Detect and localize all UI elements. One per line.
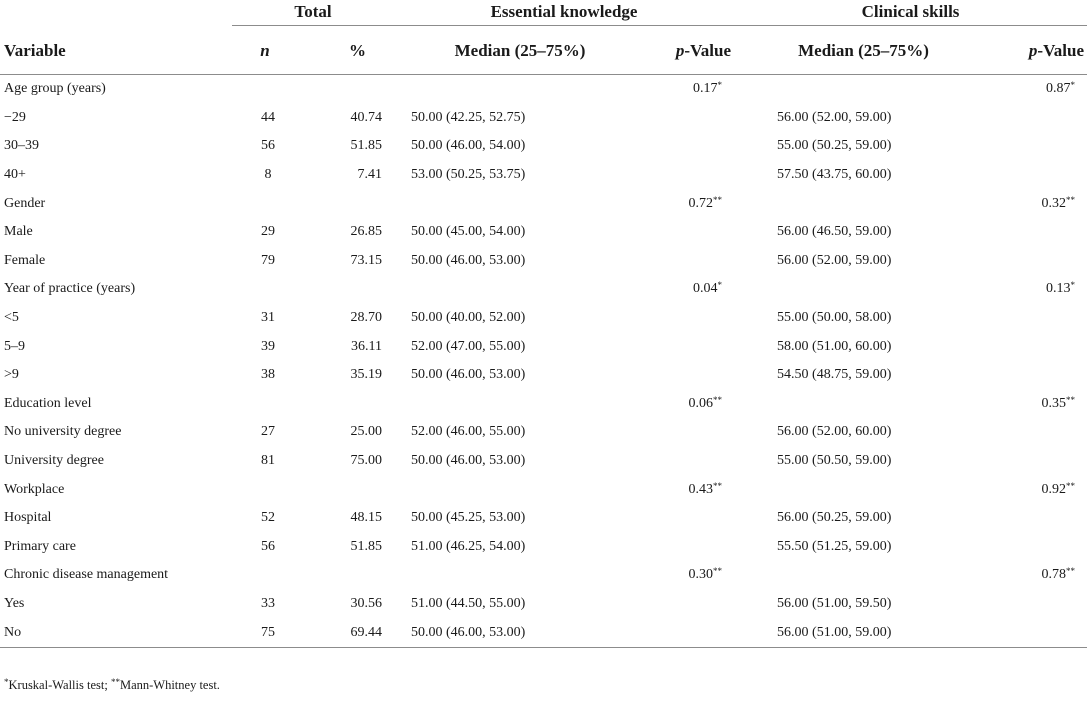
n-cell — [232, 247, 298, 276]
median-skills-cell-value: 54.50 (48.75, 59.00) — [777, 367, 892, 383]
pvalue-skills-cell — [993, 75, 1087, 104]
table-row — [0, 132, 1087, 161]
pct-cell-value: 40.74 — [350, 109, 383, 125]
pct-cell — [298, 247, 394, 276]
total-group-header — [232, 0, 394, 28]
pct-cell-value: 73.15 — [350, 252, 383, 268]
table-row — [0, 75, 1087, 104]
pct-column-header: % — [298, 28, 394, 75]
median-knowledge-cell — [394, 104, 646, 133]
pvalue-skills-cell-value: 0.13 — [1046, 281, 1071, 297]
pvalue-skills-cell — [993, 189, 1087, 218]
n-cell-value: 38 — [261, 367, 275, 383]
n-column-header — [232, 28, 298, 75]
pvalue-knowledge-cell — [646, 304, 734, 333]
median-skills-cell — [734, 361, 993, 390]
median-skills-cell-value: 55.00 (50.50, 59.00) — [777, 453, 892, 469]
table-row — [0, 390, 1087, 419]
pvalue-knowledge-italic: p — [675, 41, 685, 60]
pvalue-knowledge-cell-value: 0.06 — [688, 395, 714, 411]
median-knowledge-cell — [394, 332, 646, 361]
knowledge-group-header — [394, 0, 734, 28]
variable-cell — [0, 275, 232, 304]
pvalue-knowledge-cell-value: 0.04 — [693, 281, 718, 297]
n-cell — [232, 304, 298, 333]
median-skills-cell-value: 55.00 (50.00, 58.00) — [777, 310, 892, 326]
pvalue-knowledge-cell — [646, 390, 734, 419]
pvalue-skills-italic: p — [1028, 41, 1038, 60]
median-knowledge-cell-value: 51.00 (46.25, 54.00) — [411, 538, 526, 554]
pct-cell-value: 26.85 — [350, 224, 383, 240]
variable-cell-value: No university degree — [4, 424, 122, 440]
variable-cell — [0, 361, 232, 390]
pct-cell — [298, 533, 394, 562]
n-cell — [232, 275, 298, 304]
table-row — [0, 189, 1087, 218]
pvalue-skills-cell — [993, 504, 1087, 533]
pvalue-skills-cell — [993, 361, 1087, 390]
pvalue-knowledge-cell — [646, 275, 734, 304]
pvalue-knowledge-cell — [646, 104, 734, 133]
footnote-text-2: Mann-Whitney test. — [119, 678, 220, 692]
n-cell — [232, 447, 298, 476]
n-cell — [232, 618, 298, 647]
median-knowledge-cell-value: 50.00 (46.00, 53.00) — [411, 453, 526, 469]
n-cell-value: 31 — [261, 310, 275, 326]
pct-cell — [298, 104, 394, 133]
median-skills-cell — [734, 332, 993, 361]
table-row — [0, 533, 1087, 562]
pct-cell — [298, 475, 394, 504]
table-row — [0, 618, 1087, 647]
variable-cell-value: −29 — [4, 109, 26, 125]
pct-cell — [298, 275, 394, 304]
median-skills-cell-value: 56.00 (51.00, 59.00) — [777, 624, 892, 640]
pvalue-knowledge-cell — [646, 590, 734, 619]
variable-column-header: Variable — [0, 28, 232, 75]
pvalue-skills-rest: -Value — [1037, 41, 1085, 60]
n-cell-value: 56 — [261, 538, 275, 554]
pvalue-skills-column-header — [993, 28, 1087, 75]
pvalue-skills-cell-value: 0.35 — [1041, 395, 1067, 411]
significance-mark: * — [1070, 80, 1076, 91]
pvalue-skills-cell-value: 0.92 — [1041, 481, 1067, 497]
significance-mark: ** — [713, 394, 723, 405]
significance-mark: * — [1070, 280, 1076, 291]
median-knowledge-cell-value: 50.00 (40.00, 52.00) — [411, 310, 526, 326]
table-row — [0, 504, 1087, 533]
variable-cell-value: Gender — [4, 195, 46, 211]
median-skills-cell — [734, 104, 993, 133]
skills-group-label: Clinical skills — [734, 2, 1087, 26]
median-knowledge-cell — [394, 161, 646, 190]
pct-cell-value: 75.00 — [350, 453, 383, 469]
pct-cell — [298, 161, 394, 190]
median-skills-cell — [734, 218, 993, 247]
n-cell — [232, 104, 298, 133]
significance-mark: ** — [1066, 394, 1076, 405]
pvalue-skills-cell — [993, 390, 1087, 419]
pct-cell — [298, 418, 394, 447]
pvalue-knowledge-rest: -Value — [684, 41, 732, 60]
n-column-label: n — [260, 41, 270, 60]
median-knowledge-cell — [394, 275, 646, 304]
pvalue-knowledge-cell — [646, 475, 734, 504]
pvalue-skills-cell — [993, 618, 1087, 647]
table-row — [0, 590, 1087, 619]
column-header-row — [0, 28, 1087, 75]
variable-cell-value: Primary care — [4, 538, 76, 554]
pvalue-knowledge-cell — [646, 247, 734, 276]
pvalue-skills-cell — [993, 590, 1087, 619]
variable-cell-value: Education level — [4, 395, 92, 411]
pvalue-skills-cell — [993, 447, 1087, 476]
footnote-text-1: Kruskal-Wallis test; — [8, 678, 111, 692]
median-skills-cell — [734, 189, 993, 218]
pvalue-knowledge-cell — [646, 447, 734, 476]
n-cell — [232, 161, 298, 190]
median-knowledge-cell — [394, 218, 646, 247]
footnote-mark-2: ** — [110, 677, 120, 687]
median-knowledge-cell-value: 50.00 (42.25, 52.75) — [411, 109, 526, 125]
table-row — [0, 275, 1087, 304]
median-skills-cell — [734, 418, 993, 447]
median-knowledge-cell — [394, 618, 646, 647]
median-knowledge-column-header: Median (25–75%) — [394, 28, 646, 75]
pvalue-knowledge-cell-value: 0.30 — [688, 567, 714, 583]
median-knowledge-cell-value: 53.00 (50.25, 53.75) — [411, 167, 526, 183]
table-row — [0, 447, 1087, 476]
median-knowledge-cell-value: 50.00 (46.00, 53.00) — [411, 252, 526, 268]
median-skills-cell — [734, 132, 993, 161]
median-knowledge-cell-value: 50.00 (45.00, 54.00) — [411, 224, 526, 240]
table-row — [0, 361, 1087, 390]
variable-cell — [0, 75, 232, 104]
table-row — [0, 418, 1087, 447]
median-skills-cell — [734, 161, 993, 190]
pvalue-skills-cell — [993, 304, 1087, 333]
pvalue-skills-cell-value: 0.87 — [1046, 81, 1071, 97]
pct-cell — [298, 361, 394, 390]
table-row — [0, 475, 1087, 504]
knowledge-group-label: Essential knowledge — [394, 2, 734, 26]
variable-cell-value: Female — [4, 252, 46, 268]
n-cell — [232, 218, 298, 247]
pvalue-knowledge-cell — [646, 504, 734, 533]
median-skills-cell-value: 56.00 (50.25, 59.00) — [777, 510, 892, 526]
pvalue-knowledge-cell — [646, 418, 734, 447]
median-skills-cell-value: 57.50 (43.75, 60.00) — [777, 167, 892, 183]
table-body — [0, 75, 1087, 648]
variable-cell — [0, 533, 232, 562]
median-knowledge-cell — [394, 361, 646, 390]
pvalue-knowledge-cell — [646, 533, 734, 562]
pct-cell — [298, 390, 394, 419]
median-skills-column-header: Median (25–75%) — [734, 28, 993, 75]
pct-cell-value: 7.41 — [357, 167, 383, 183]
variable-cell-value: Yes — [4, 595, 25, 611]
n-cell — [232, 418, 298, 447]
median-knowledge-cell — [394, 504, 646, 533]
n-cell — [232, 75, 298, 104]
median-skills-cell — [734, 504, 993, 533]
variable-cell-value: >9 — [4, 367, 19, 383]
median-skills-cell — [734, 75, 993, 104]
footnote — [4, 678, 220, 693]
variable-cell — [0, 304, 232, 333]
n-cell — [232, 361, 298, 390]
table-row — [0, 161, 1087, 190]
median-knowledge-cell — [394, 132, 646, 161]
variable-cell — [0, 475, 232, 504]
n-cell — [232, 590, 298, 619]
pvalue-skills-cell — [993, 247, 1087, 276]
pvalue-knowledge-cell — [646, 361, 734, 390]
pvalue-skills-cell-value: 0.32 — [1041, 195, 1067, 211]
pvalue-skills-cell — [993, 275, 1087, 304]
n-cell-value: 29 — [261, 224, 275, 240]
pct-cell-value: 48.15 — [350, 510, 383, 526]
pct-cell-value: 51.85 — [350, 138, 383, 154]
pct-cell — [298, 618, 394, 647]
median-skills-cell — [734, 561, 993, 590]
median-skills-cell-value: 58.00 (51.00, 60.00) — [777, 338, 892, 354]
median-knowledge-cell — [394, 590, 646, 619]
median-knowledge-cell — [394, 418, 646, 447]
median-skills-cell-value: 55.00 (50.25, 59.00) — [777, 138, 892, 154]
variable-cell-value: Year of practice (years) — [4, 281, 136, 297]
variable-cell — [0, 247, 232, 276]
n-cell-value: 8 — [264, 167, 272, 183]
median-skills-cell — [734, 247, 993, 276]
pvalue-knowledge-cell-value: 0.17 — [693, 81, 718, 97]
pct-cell — [298, 218, 394, 247]
n-cell — [232, 561, 298, 590]
n-cell — [232, 390, 298, 419]
variable-cell — [0, 561, 232, 590]
median-skills-cell-value: 56.00 (46.50, 59.00) — [777, 224, 892, 240]
variable-cell — [0, 590, 232, 619]
footnote-mark-1: * — [4, 677, 9, 687]
variable-cell-value: 40+ — [4, 167, 26, 183]
pvalue-knowledge-cell — [646, 132, 734, 161]
variable-cell — [0, 218, 232, 247]
n-cell-value: 44 — [261, 109, 275, 125]
variable-cell-value: Hospital — [4, 510, 52, 526]
pct-cell-value: 28.70 — [350, 310, 383, 326]
significance-mark: ** — [713, 566, 723, 577]
median-skills-cell — [734, 275, 993, 304]
variable-cell — [0, 618, 232, 647]
variable-cell-value: 5–9 — [4, 338, 25, 354]
pct-cell — [298, 75, 394, 104]
variable-cell-value: Workplace — [4, 481, 65, 497]
variable-cell-value: University degree — [4, 453, 104, 469]
significance-mark: ** — [713, 194, 723, 205]
n-cell-value: 79 — [261, 252, 275, 268]
median-knowledge-cell — [394, 390, 646, 419]
pvalue-knowledge-cell — [646, 75, 734, 104]
median-skills-cell — [734, 475, 993, 504]
variable-cell — [0, 132, 232, 161]
pct-cell-value: 36.11 — [351, 338, 383, 354]
pvalue-knowledge-cell — [646, 332, 734, 361]
median-knowledge-cell-value: 52.00 (47.00, 55.00) — [411, 338, 526, 354]
pvalue-knowledge-cell — [646, 218, 734, 247]
median-knowledge-cell-value: 50.00 (46.00, 53.00) — [411, 624, 526, 640]
n-cell-value: 33 — [261, 595, 275, 611]
n-cell-value: 81 — [261, 453, 275, 469]
skills-group-header — [734, 0, 1087, 28]
variable-cell-value: <5 — [4, 310, 19, 326]
variable-cell — [0, 504, 232, 533]
pct-cell-value: 51.85 — [350, 538, 383, 554]
pct-cell-value: 25.00 — [350, 424, 383, 440]
median-skills-cell — [734, 390, 993, 419]
pvalue-skills-cell — [993, 104, 1087, 133]
pct-cell — [298, 504, 394, 533]
pvalue-skills-cell — [993, 418, 1087, 447]
total-group-label: Total — [232, 2, 394, 26]
median-knowledge-cell — [394, 75, 646, 104]
median-skills-cell — [734, 533, 993, 562]
median-knowledge-cell-value: 50.00 (46.00, 54.00) — [411, 138, 526, 154]
variable-cell-value: Age group (years) — [4, 81, 106, 97]
table-row — [0, 104, 1087, 133]
median-knowledge-cell — [394, 447, 646, 476]
pvalue-skills-cell — [993, 561, 1087, 590]
n-cell-value: 52 — [261, 510, 275, 526]
median-knowledge-cell-value: 51.00 (44.50, 55.00) — [411, 595, 526, 611]
pvalue-skills-cell-value: 0.78 — [1041, 567, 1067, 583]
variable-cell — [0, 189, 232, 218]
pvalue-skills-cell — [993, 132, 1087, 161]
n-cell-value: 27 — [261, 424, 275, 440]
significance-mark: ** — [1066, 480, 1076, 491]
pct-cell — [298, 304, 394, 333]
median-knowledge-cell-value: 50.00 (45.25, 53.00) — [411, 510, 526, 526]
pvalue-skills-cell — [993, 533, 1087, 562]
pct-cell-value: 35.19 — [350, 367, 383, 383]
significance-mark: ** — [1066, 194, 1076, 205]
median-knowledge-cell — [394, 189, 646, 218]
table-row — [0, 561, 1087, 590]
pvalue-skills-cell — [993, 161, 1087, 190]
n-cell-value: 75 — [261, 624, 275, 640]
median-skills-cell-value: 56.00 (52.00, 60.00) — [777, 424, 892, 440]
table-row — [0, 218, 1087, 247]
pvalue-knowledge-cell — [646, 618, 734, 647]
pvalue-knowledge-cell — [646, 561, 734, 590]
n-cell — [232, 504, 298, 533]
pvalue-knowledge-cell — [646, 189, 734, 218]
table-row — [0, 332, 1087, 361]
variable-cell — [0, 104, 232, 133]
pct-cell — [298, 132, 394, 161]
median-skills-cell-value: 56.00 (52.00, 59.00) — [777, 109, 892, 125]
table-row — [0, 304, 1087, 333]
n-cell — [232, 533, 298, 562]
pvalue-skills-cell — [993, 218, 1087, 247]
pvalue-skills-cell — [993, 332, 1087, 361]
median-skills-cell-value: 56.00 (51.00, 59.50) — [777, 595, 892, 611]
pvalue-knowledge-cell-value: 0.43 — [688, 481, 714, 497]
significance-mark: * — [717, 80, 723, 91]
significance-mark: ** — [1066, 566, 1076, 577]
table-row — [0, 247, 1087, 276]
variable-cell — [0, 447, 232, 476]
variable-cell — [0, 332, 232, 361]
median-knowledge-cell — [394, 475, 646, 504]
n-cell — [232, 189, 298, 218]
pvalue-knowledge-cell-value: 0.72 — [688, 195, 714, 211]
n-cell — [232, 332, 298, 361]
variable-cell-value: Male — [4, 224, 33, 240]
median-skills-cell — [734, 618, 993, 647]
pct-cell-value: 69.44 — [350, 624, 383, 640]
variable-cell — [0, 161, 232, 190]
median-knowledge-cell-value: 52.00 (46.00, 55.00) — [411, 424, 526, 440]
n-cell-value: 39 — [261, 338, 275, 354]
variable-cell-value: No — [4, 624, 22, 640]
significance-mark: * — [717, 280, 723, 291]
median-knowledge-cell — [394, 533, 646, 562]
variable-cell-value: 30–39 — [4, 138, 39, 154]
group-header-row — [0, 0, 1087, 28]
variable-cell — [0, 390, 232, 419]
n-cell — [232, 132, 298, 161]
pct-cell — [298, 561, 394, 590]
variable-cell — [0, 418, 232, 447]
n-cell-value: 56 — [261, 138, 275, 154]
median-knowledge-cell-value: 50.00 (46.00, 53.00) — [411, 367, 526, 383]
median-skills-cell — [734, 590, 993, 619]
pvalue-knowledge-column-header — [646, 28, 734, 75]
median-knowledge-cell — [394, 561, 646, 590]
pct-cell-value: 30.56 — [350, 595, 383, 611]
median-knowledge-cell — [394, 304, 646, 333]
empty-header-cell — [0, 0, 232, 28]
n-cell — [232, 475, 298, 504]
pct-cell — [298, 590, 394, 619]
pct-cell — [298, 332, 394, 361]
pvalue-skills-cell — [993, 475, 1087, 504]
median-skills-cell-value: 56.00 (52.00, 59.00) — [777, 252, 892, 268]
pct-cell — [298, 447, 394, 476]
median-skills-cell — [734, 447, 993, 476]
pvalue-knowledge-cell — [646, 161, 734, 190]
median-knowledge-cell — [394, 247, 646, 276]
median-skills-cell-value: 55.50 (51.25, 59.00) — [777, 538, 892, 554]
significance-mark: ** — [713, 480, 723, 491]
variable-cell-value: Chronic disease management — [4, 567, 169, 583]
median-skills-cell — [734, 304, 993, 333]
pct-cell — [298, 189, 394, 218]
